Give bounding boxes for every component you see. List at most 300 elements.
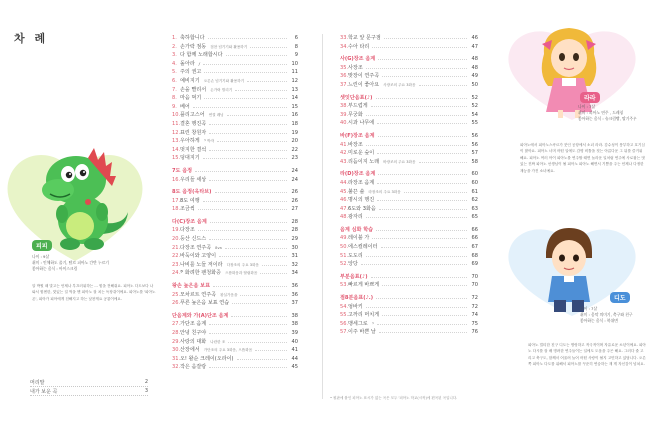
page-number: 29 <box>291 236 298 243</box>
page-number: 56 <box>471 132 478 139</box>
toc-entry[interactable] <box>340 196 478 205</box>
dot-leader <box>217 138 287 142</box>
toc-entry[interactable] <box>172 329 298 338</box>
toc-entry[interactable] <box>340 303 478 312</box>
entry-title: 멋지한 결석 <box>180 146 207 153</box>
entry-number: 55. <box>340 312 349 319</box>
entry-title: 모차르트 연주곡 <box>180 291 217 298</box>
appendix-page: 2 <box>144 379 148 385</box>
toc-entry[interactable] <box>172 94 298 103</box>
toc-entry[interactable] <box>340 213 478 222</box>
dot-leader <box>366 253 467 257</box>
section-title: 다(C)장조 음계 <box>172 218 207 225</box>
entry-number: 9. <box>172 103 177 110</box>
page-number: 45 <box>291 364 298 371</box>
page-number: 11 <box>291 69 298 76</box>
entry-number: 18. <box>172 206 181 213</box>
entry-title: 미로운 숲이 <box>348 150 375 157</box>
toc-entry[interactable] <box>340 311 478 320</box>
toc-entry[interactable] <box>340 149 478 158</box>
page-number: 60 <box>471 179 478 186</box>
dot-leader <box>378 133 467 137</box>
toc-entry[interactable] <box>340 281 478 290</box>
entry-title: 𝄢 화려한 팬청화증 <box>180 270 221 277</box>
dot-leader <box>379 329 467 333</box>
dot-leader <box>209 364 287 368</box>
toc-entry[interactable] <box>340 205 478 214</box>
page-number: 74 <box>471 312 478 319</box>
dot-leader <box>372 44 467 48</box>
entry-title: 이주 바쁜 날 <box>348 329 376 336</box>
entry-note: 나란한 조 <box>210 339 226 344</box>
dot-leader <box>255 347 287 351</box>
toc-entry[interactable] <box>172 261 298 270</box>
dot-leader <box>228 339 287 343</box>
column-divider <box>322 34 323 399</box>
entry-number: 45. <box>340 188 349 195</box>
entry-number: 32. <box>172 364 181 371</box>
toc-entry[interactable] <box>172 235 298 244</box>
info-line: 나이 : 7살 <box>578 104 596 109</box>
right-bottom-character-name-badge: 디도 <box>610 292 630 303</box>
entry-title: 나비를 노들 저이라 <box>180 261 223 268</box>
entry-title: 오! 왈순 크레이(오라이) <box>180 355 234 362</box>
page-number: 34 <box>291 270 298 277</box>
page-title: 차 례 <box>14 32 49 45</box>
page-number: 14 <box>291 95 298 102</box>
page-number: 72 <box>471 303 478 310</box>
page-number: 23 <box>291 155 298 162</box>
entry-number: 1. <box>172 35 177 41</box>
entry-title: 레이블 가 <box>348 235 370 242</box>
right-top-character-name-badge: 라라 <box>580 92 600 103</box>
entry-title: 광자리 <box>348 214 363 221</box>
page-number: 72 <box>471 295 478 302</box>
toc-entry[interactable] <box>340 260 478 269</box>
dot-leader <box>366 112 467 116</box>
entry-number: 20. <box>172 236 181 243</box>
toc-entry[interactable] <box>172 320 298 329</box>
entry-note: 𝄢 박자 <box>203 139 215 144</box>
toc-entry[interactable] <box>172 68 298 77</box>
toc-entry[interactable] <box>340 252 478 261</box>
entry-number: 22. <box>172 253 181 260</box>
page-number: 41 <box>291 347 298 354</box>
toc-entry[interactable] <box>172 77 298 86</box>
info-line: 나이 : 9살 <box>32 254 50 259</box>
footnote: • 원판에 붙인 피아노 표시가 없는 곡은 모두 '피아노 학교(시작)에 편곡된 곡입니다. <box>330 396 458 400</box>
dot-leader <box>377 321 467 325</box>
dot-leader <box>262 262 287 266</box>
entry-title: 주의 권고 <box>180 69 202 76</box>
toc-section-heading[interactable] <box>340 170 478 179</box>
entry-title: 수아 타리 <box>348 43 370 50</box>
toc-entry[interactable] <box>340 102 478 111</box>
entry-number: 6. <box>172 77 177 84</box>
toc-entry[interactable] <box>172 34 298 43</box>
entry-note: 바장조의 주요 3화음 <box>383 159 416 164</box>
entry-number: 17. <box>172 197 181 204</box>
entry-number: 5. <box>172 69 177 76</box>
toc-section-heading[interactable] <box>340 132 478 141</box>
toc-entry[interactable] <box>172 86 298 95</box>
entry-note: 으뜸화음과 딸림화음 <box>224 271 258 276</box>
right-top-character-description: 피아노에서 피아노스쿠르가 붓인 공항에서 소녀 라라. 감수성이 풍부하고 호기심이 많아요. 피아노 너머 어떤 일에도 감명 비틀을 짓는 아름다운 그 뒤를 즐거워해요. 피아노 여러 아이 피아노를 연주할 때면 놀라운 일처럼 연주에 사로잡는 멋 있는 진짜 피아노 선생님이 될 피아노 피아노 해면서 기쁨을 주는 언제나 다정한 재능을 가진 소녀예요. <box>520 143 645 173</box>
dot-leader <box>377 180 467 184</box>
entry-number: 12. <box>172 129 181 136</box>
page-number: 66 <box>471 235 478 242</box>
toc-entry[interactable] <box>172 226 298 235</box>
dot-leader <box>250 44 287 48</box>
entry-number: 34. <box>340 43 349 50</box>
toc-section-heading[interactable] <box>172 188 298 197</box>
toc-entry[interactable] <box>172 244 298 253</box>
toc-entry[interactable] <box>340 141 478 150</box>
page-number: 61 <box>471 188 478 195</box>
dot-leader <box>376 227 467 231</box>
dot-leader <box>382 282 467 286</box>
page-number: 24 <box>291 167 298 174</box>
toc-entry[interactable] <box>172 103 298 112</box>
entry-note: 사장조의 주요 3화음 <box>383 82 416 87</box>
page-number: 38 <box>291 321 298 328</box>
toc-entry[interactable] <box>172 355 298 364</box>
dot-leader <box>247 78 287 82</box>
dot-leader <box>213 283 287 287</box>
page-number: 13 <box>291 86 298 93</box>
entry-title: 부드럽게 <box>348 103 368 110</box>
entry-number: 8. <box>172 95 177 102</box>
toc-entry[interactable] <box>340 43 478 52</box>
entry-number: 43. <box>340 158 349 165</box>
page-number: 28 <box>291 227 298 234</box>
entry-title: 마음 먹기 <box>180 95 202 102</box>
entry-title: 우리들 세상 <box>180 176 207 183</box>
dot-leader <box>215 189 288 193</box>
page-number: 12 <box>291 77 298 84</box>
entry-number: 53. <box>340 282 349 289</box>
toc-section-heading[interactable] <box>172 312 298 321</box>
dot-leader <box>371 274 467 278</box>
page-number: 36 <box>291 291 298 298</box>
entry-title: 사랑의 대화 <box>180 338 207 345</box>
page-number: 49 <box>471 73 478 80</box>
entry-number: 4. <box>172 60 177 67</box>
toc-entry[interactable] <box>172 252 298 261</box>
entry-number: 57. <box>340 329 349 336</box>
dot-leader <box>203 155 287 159</box>
dot-leader <box>209 236 287 240</box>
toc-entry[interactable] <box>172 137 298 146</box>
dot-leader <box>235 87 287 91</box>
entry-title: 불끈 솔 <box>348 188 365 195</box>
entry-number: 35. <box>340 64 349 71</box>
entry-note: 왕실가음을 <box>220 292 238 297</box>
entry-number: 33. <box>340 35 349 41</box>
section-title: 7도 음정 <box>172 167 193 174</box>
appendix-row[interactable] <box>30 387 148 396</box>
dot-leader <box>361 261 467 265</box>
entry-number: 28. <box>172 330 181 336</box>
dot-leader <box>208 35 287 39</box>
toc-entry[interactable] <box>340 72 478 81</box>
entry-number: 44. <box>340 179 349 186</box>
entry-title: 6도와 3화음 <box>348 205 376 212</box>
section-title: 부분음표(♪) <box>340 273 368 280</box>
entry-title: 축하합니다 <box>180 35 205 41</box>
info-line: 취미 : 음악 의미기, 축구와 친구 <box>580 312 633 317</box>
entry-number: 2. <box>172 43 177 50</box>
entry-number: 42. <box>340 150 349 157</box>
page-number: 27 <box>291 206 298 213</box>
dot-leader <box>366 65 467 69</box>
entry-title: 다 함께 노래합시다 <box>180 52 223 59</box>
entry-note: 라장조의 주요 3화음 <box>368 189 401 194</box>
dot-leader <box>379 206 467 210</box>
page-number: 18 <box>291 120 298 127</box>
toc-entry[interactable] <box>172 129 298 138</box>
dot-leader <box>260 270 287 274</box>
page-number: 22 <box>291 146 298 153</box>
toc-entry[interactable] <box>172 363 298 372</box>
entry-title: 가단조 음계 <box>180 321 207 328</box>
dot-leader <box>419 159 468 163</box>
toc-entry[interactable] <box>172 269 298 278</box>
dot-leader <box>378 56 467 60</box>
page-number: 24 <box>291 176 298 183</box>
page-number: 46 <box>471 35 478 41</box>
entry-number: 51. <box>340 252 349 259</box>
dot-leader <box>195 168 287 172</box>
entry-number: 40. <box>340 120 349 127</box>
entry-number: 54. <box>340 303 349 310</box>
page-number: 70 <box>471 273 478 280</box>
toc-section-heading[interactable] <box>340 294 478 303</box>
section-title: 사(G)장조 음계 <box>340 56 376 63</box>
toc-entry[interactable] <box>172 154 298 163</box>
entry-number: 19. <box>172 227 181 234</box>
page-number: 60 <box>471 171 478 178</box>
toc-entry[interactable] <box>172 205 298 214</box>
dot-leader <box>378 171 467 175</box>
entry-title: 빠르게 바쁘게 <box>348 282 380 289</box>
entry-title: 예비지기 <box>180 77 200 84</box>
dot-leader <box>209 321 287 325</box>
dot-leader <box>209 330 287 334</box>
toc-entry[interactable] <box>340 64 478 73</box>
entry-title: 고까리 머치게 <box>348 312 380 319</box>
page-number: 8 <box>294 43 298 50</box>
dot-leader <box>219 253 287 257</box>
page-number: 38 <box>291 312 298 319</box>
toc-entry[interactable] <box>172 60 298 69</box>
toc-entry[interactable] <box>172 146 298 155</box>
entry-title: 느린이 좋아요 <box>348 81 380 88</box>
dot-leader <box>210 219 287 223</box>
entry-number: 41. <box>340 141 349 148</box>
entry-title: 푸른 높은음 보표 연습 <box>180 300 230 307</box>
toc-entry[interactable] <box>340 234 478 243</box>
entry-note: 8va <box>215 245 222 250</box>
page-number: 39 <box>291 330 298 336</box>
entry-title: 조금씩 <box>180 206 195 213</box>
info-line: 좋아하는 음식 : 슈크림빵, 딸기주우 <box>578 116 637 121</box>
toc-entry[interactable] <box>340 320 478 329</box>
entry-title: 등산 신드스 <box>180 236 207 243</box>
dot-leader <box>240 292 287 296</box>
entry-note: 다장조의 주요 3화음 <box>226 262 259 267</box>
page-number: 76 <box>471 329 478 336</box>
dot-leader <box>376 95 467 99</box>
entry-title: 안녕 친구야 <box>180 330 207 336</box>
entry-number: 23. <box>172 261 181 268</box>
dot-leader <box>371 103 467 107</box>
page-number: 10 <box>291 60 298 67</box>
dot-leader <box>384 35 467 39</box>
left-character-info <box>32 254 162 272</box>
toc-section-heading[interactable] <box>340 94 478 103</box>
section-title: 음계 심화 학습 <box>340 226 374 233</box>
toc-entry[interactable] <box>172 51 298 60</box>
dot-leader <box>204 95 287 99</box>
page-number: 48 <box>471 56 478 63</box>
entry-title: 엉바키 <box>348 303 363 310</box>
page-number: 65 <box>471 214 478 221</box>
toc-section-heading[interactable] <box>340 273 478 282</box>
entry-title: 베어 <box>180 103 190 110</box>
page-number: 52 <box>471 103 478 110</box>
entry-title: 맹세그로 <box>348 320 368 327</box>
entry-note: 가단조의 주요 3화음, 으뜸화음 <box>203 348 253 353</box>
section-title: 바(F)장조 음계 <box>340 132 375 139</box>
entry-title: 플리고스어 <box>180 112 205 119</box>
info-line: 취미 : 피아노 연주 , 드레칭 <box>578 110 624 115</box>
toc-entry[interactable] <box>340 119 478 128</box>
dot-leader <box>227 112 287 116</box>
page-number: 62 <box>471 197 478 204</box>
toc-entry[interactable] <box>172 176 298 185</box>
entry-number: 27. <box>172 321 181 328</box>
dot-leader <box>232 300 287 304</box>
dot-leader <box>377 120 467 124</box>
entry-number: 14. <box>172 146 181 153</box>
section-title: 라(D)장조 음계 <box>340 171 376 178</box>
toc-section-heading[interactable] <box>340 226 478 235</box>
dot-leader <box>193 104 287 108</box>
toc-section-heading[interactable] <box>172 218 298 227</box>
dot-leader <box>237 356 287 360</box>
toc-entry[interactable] <box>172 346 298 355</box>
page-number: 54 <box>471 111 478 118</box>
toc-entry[interactable] <box>172 338 298 347</box>
dot-leader <box>366 304 467 308</box>
page-number: 37 <box>291 300 298 307</box>
page-number: 40 <box>291 338 298 345</box>
toc-entry[interactable] <box>172 291 298 300</box>
appendix-label: 내가 보운 곡 <box>30 389 58 395</box>
entry-title: 사장조 <box>348 64 363 71</box>
page-number: 9 <box>294 52 298 59</box>
toc-entry[interactable] <box>172 120 298 129</box>
info-line: 나이 : 7살 <box>580 306 598 311</box>
page-number: 32 <box>291 261 298 268</box>
dot-leader <box>377 150 467 154</box>
dot-leader <box>226 52 287 56</box>
toc-entry[interactable] <box>172 111 298 120</box>
dot-leader <box>203 198 287 202</box>
page-number: 28 <box>291 218 298 225</box>
toc-entry[interactable] <box>340 158 478 167</box>
entry-title: 바장조 <box>348 141 363 148</box>
entry-title: 다장조 연주곡 <box>180 244 212 251</box>
toc-column-right <box>340 34 478 337</box>
entry-note: 𝆑 <box>198 61 200 66</box>
toc-column-left <box>172 34 298 372</box>
entry-number: 21. <box>172 244 181 251</box>
entry-number: 11. <box>172 120 181 127</box>
toc-entry[interactable] <box>340 81 478 90</box>
toc-section-heading[interactable] <box>172 167 298 176</box>
page-number: 67 <box>471 244 478 251</box>
page-number: 20 <box>291 138 298 145</box>
entry-number: 36. <box>340 73 349 80</box>
entry-title: 바둑이와 고양이 <box>180 253 217 260</box>
toc-entry[interactable] <box>340 188 478 197</box>
toc-section-heading[interactable] <box>340 55 478 64</box>
right-bottom-character-info <box>580 306 648 324</box>
entry-number: 10. <box>172 112 181 119</box>
entry-number: 15. <box>172 155 181 162</box>
entry-number: 49. <box>340 235 349 242</box>
page-number: 70 <box>471 282 478 289</box>
entry-number: 29. <box>172 338 181 345</box>
entry-number: 7. <box>172 86 177 93</box>
entry-note: 오른손 넘기기와 활용하기 <box>203 78 245 83</box>
entry-number: 16. <box>172 176 181 183</box>
toc-entry[interactable] <box>172 43 298 52</box>
entry-number: 30. <box>172 347 181 354</box>
dot-leader <box>372 235 467 239</box>
appendix-row[interactable] <box>30 378 148 387</box>
left-character-card <box>0 140 165 270</box>
entry-title: 손가락 점동 <box>180 43 207 50</box>
toc-entry[interactable] <box>340 111 478 120</box>
toc-entry[interactable] <box>340 34 478 43</box>
toc-entry[interactable] <box>340 328 478 337</box>
section-title: 점8분음표(♪.) <box>340 295 374 302</box>
left-character-name-badge: 피피 <box>32 240 52 251</box>
section-title: 왕손 높은음 보표 <box>172 283 210 290</box>
entry-number: 13. <box>172 138 181 145</box>
dot-leader <box>231 313 287 317</box>
page-number: 75 <box>471 320 478 327</box>
entry-title: 결혼 행진곡 <box>180 120 207 127</box>
toc-entry[interactable] <box>172 299 298 308</box>
page-number: 47 <box>471 43 478 50</box>
section-title: 셋잇단음표(♪) <box>340 94 373 101</box>
section-title: 단음계와 가(A)단조 음계 <box>172 312 229 319</box>
page-number: 56 <box>471 141 478 148</box>
entry-title: 손을 빨리서 <box>180 86 207 93</box>
entry-title: 딩대지기 <box>180 155 200 162</box>
toc-entry[interactable] <box>172 197 298 206</box>
dot-leader <box>376 295 467 299</box>
page-number: 31 <box>291 253 298 260</box>
toc-entry[interactable] <box>340 179 478 188</box>
info-line: 좋아하는 음식 : 아이스크림 <box>32 266 78 271</box>
toc-entry[interactable] <box>340 243 478 252</box>
toc-section-heading[interactable] <box>172 282 298 291</box>
